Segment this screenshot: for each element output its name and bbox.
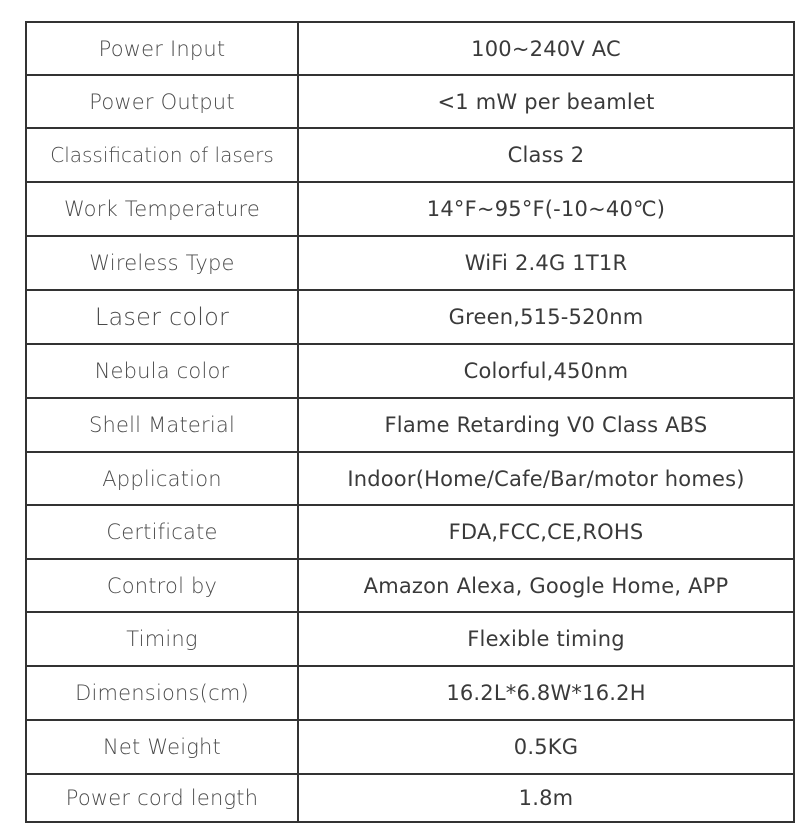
spec-value: Indoor(Home/Cafe/Bar/motor homes)	[298, 452, 794, 505]
spec-value: Flame Retarding V0 Class ABS	[298, 398, 794, 452]
spec-value: Green,515-520nm	[298, 290, 794, 344]
spec-label: Application	[26, 452, 298, 505]
spec-label: Wireless Type	[26, 236, 298, 290]
spec-value: Amazon Alexa, Google Home, APP	[298, 559, 794, 612]
spec-value: 0.5KG	[298, 720, 794, 774]
spec-label: Certificate	[26, 505, 298, 559]
spec-row-work-temperature	[26, 182, 794, 236]
spec-value: Colorful,450nm	[298, 344, 794, 398]
spec-row-nebula-color	[26, 344, 794, 398]
spec-row-application	[26, 452, 794, 505]
spec-value: 14°F~95°F(-10~40℃)	[298, 182, 794, 236]
spec-table	[25, 21, 795, 823]
spec-row-power-cord-length	[26, 774, 794, 822]
spec-label: Classification of lasers	[26, 128, 298, 182]
spec-row-control-by	[26, 559, 794, 612]
spec-row-dimensions	[26, 666, 794, 720]
spec-row-power-input	[26, 22, 794, 75]
spec-label: Power Input	[26, 22, 298, 75]
spec-row-laser-color	[26, 290, 794, 344]
spec-value: WiFi 2.4G 1T1R	[298, 236, 794, 290]
spec-row-wireless-type	[26, 236, 794, 290]
spec-value: 100~240V AC	[298, 22, 794, 75]
spec-row-laser-classification	[26, 128, 794, 182]
spec-value: FDA,FCC,CE,ROHS	[298, 505, 794, 559]
spec-label: Laser color	[26, 290, 298, 344]
spec-label: Shell Material	[26, 398, 298, 452]
spec-row-net-weight	[26, 720, 794, 774]
spec-row-certificate	[26, 505, 794, 559]
spec-label: Work Temperature	[26, 182, 298, 236]
spec-label: Timing	[26, 612, 298, 666]
spec-value: Flexible timing	[298, 612, 794, 666]
spec-row-shell-material	[26, 398, 794, 452]
spec-label: Control by	[26, 559, 298, 612]
spec-value: <1 mW per beamlet	[298, 75, 794, 128]
spec-label: Dimensions(cm)	[26, 666, 298, 720]
spec-label: Net Weight	[26, 720, 298, 774]
spec-row-timing	[26, 612, 794, 666]
spec-label: Power Output	[26, 75, 298, 128]
spec-value: 1.8m	[298, 774, 794, 822]
spec-value: 16.2L*6.8W*16.2H	[298, 666, 794, 720]
spec-label: Power cord length	[26, 774, 298, 822]
spec-label: Nebula color	[26, 344, 298, 398]
spec-value: Class 2	[298, 128, 794, 182]
spec-row-power-output	[26, 75, 794, 128]
